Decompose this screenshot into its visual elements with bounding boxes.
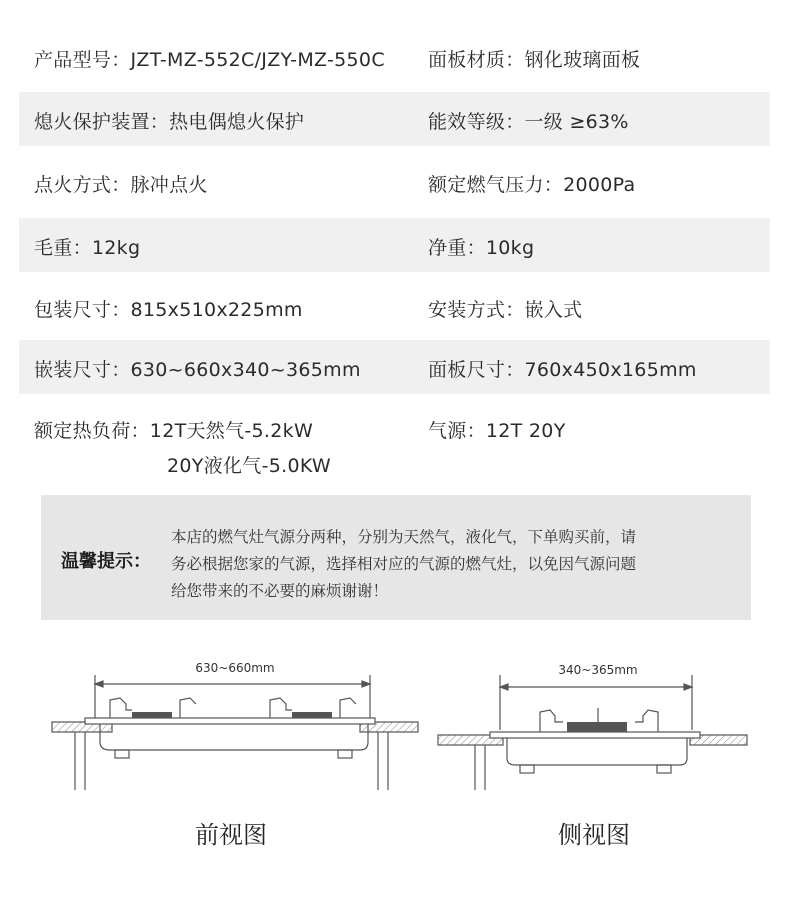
spec-net-weight: 净重：10kg <box>428 237 535 259</box>
spec-row-heat-load <box>19 403 770 483</box>
spec-row-ignition <box>19 155 770 209</box>
warm-tips-line: 务必根据您家的气源，选择相对应的气源的燃气灶，以免因气源问题 <box>171 555 637 573</box>
spec-panel-material: 面板材质：钢化玻璃面板 <box>428 49 641 71</box>
side-view-caption: 侧视图 <box>558 821 630 849</box>
spec-heat-load-lpg: 20Y液化气-5.0KW <box>167 455 332 477</box>
side-view-dimension: 340~365mm <box>558 663 638 677</box>
spec-panel-size: 面板尺寸：760x450x165mm <box>428 359 697 381</box>
spec-package-size: 包装尺寸：815x510x225mm <box>34 299 303 321</box>
warm-tips-line: 给您带来的不必要的麻烦谢谢！ <box>171 582 389 600</box>
spec-gross-weight: 毛重：12kg <box>34 237 141 259</box>
warm-tips-line: 本店的燃气灶气源分两种，分别为天然气，液化气，下单购买前，请 <box>171 528 637 546</box>
spec-install-method: 安装方式：嵌入式 <box>428 299 583 321</box>
spec-energy-level: 能效等级：一级 ≥63% <box>428 111 629 133</box>
spec-cutout-size: 嵌装尺寸：630~660x340~365mm <box>34 359 361 381</box>
spec-gas-pressure: 额定燃气压力：2000Pa <box>428 174 636 196</box>
front-view-diagram <box>40 650 440 800</box>
warm-tips-title: 温馨提示： <box>61 551 151 572</box>
spec-row-protection <box>19 92 770 146</box>
spec-ignition: 点火方式：脉冲点火 <box>34 174 208 196</box>
warm-tips-box <box>41 495 751 620</box>
spec-heat-load: 额定热负荷：12T天然气-5.2kW <box>34 420 314 442</box>
spec-row-package <box>19 280 770 334</box>
side-view-diagram <box>435 650 755 800</box>
spec-row-cutout <box>19 340 770 394</box>
spec-row-model <box>19 30 770 84</box>
spec-row-weight <box>19 218 770 272</box>
front-view-caption: 前视图 <box>195 821 267 849</box>
spec-flameout-protection: 熄火保护装置：热电偶熄火保护 <box>34 111 305 133</box>
spec-gas-source: 气源：12T 20Y <box>428 420 566 442</box>
front-view-dimension: 630~660mm <box>195 661 275 675</box>
spec-model: 产品型号：JZT-MZ-552C/JZY-MZ-550C <box>34 49 385 71</box>
